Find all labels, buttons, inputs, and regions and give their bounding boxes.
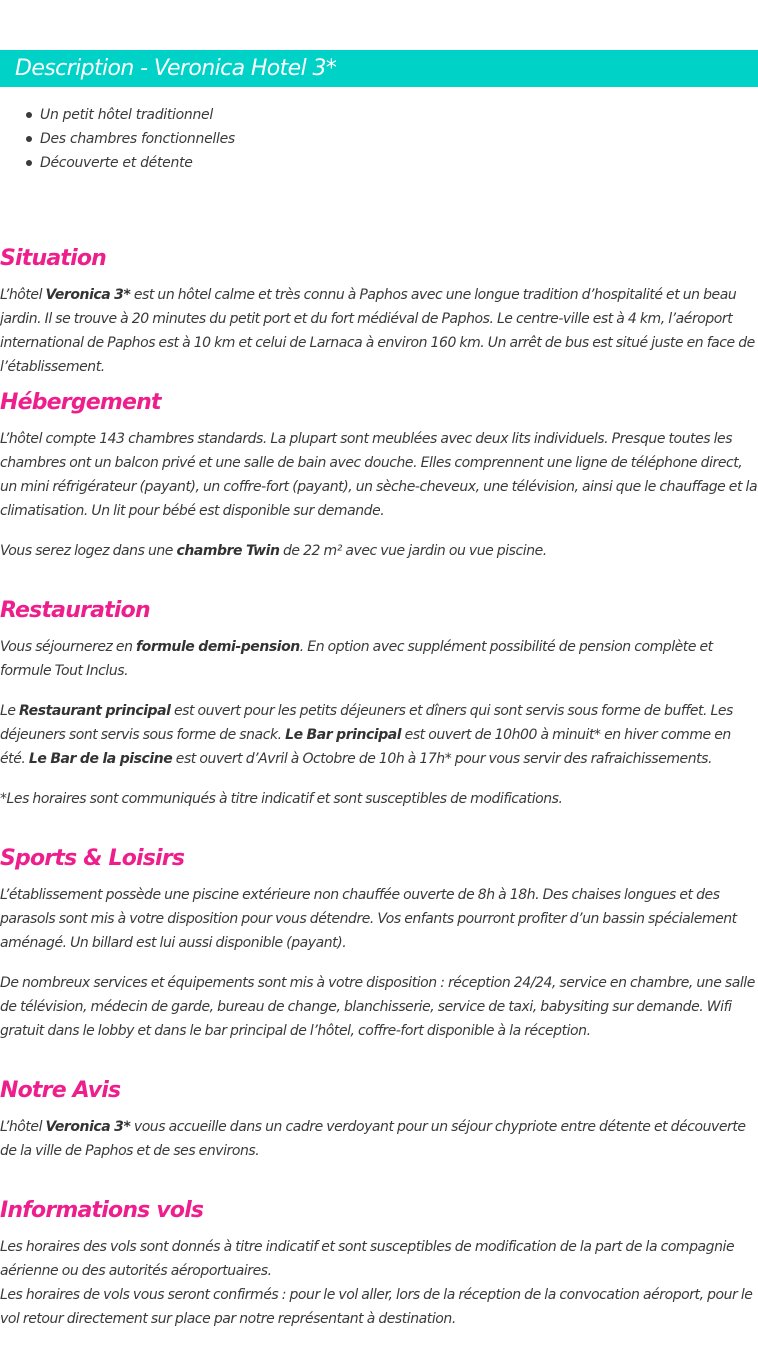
paragraph: L’hôtel Veronica 3* est un hôtel calme et très connu à Paphos avec une longue tradition d’hospitalité et un beau jardin. Il se trouve à 20 minutes du petit port et du fort médiéval de Paphos. Le centre-ville est à 4 km, l’aéroport international de Paphos est à 10 km et celui de Larnaca à environ 160 km. Un arrêt de bus est situé juste en face de l’établissement. <box>0 287 755 375</box>
bold-text: Restaurant principal <box>19 703 171 719</box>
bold-text: chambre Twin <box>176 543 280 559</box>
list-item: Découverte et détente <box>26 151 235 175</box>
section-heading: Restauration <box>0 598 150 623</box>
bullet-icon <box>26 112 32 118</box>
section-heading: Notre Avis <box>0 1078 121 1103</box>
highlights-list <box>26 103 235 175</box>
bold-text: Le Bar principal <box>285 727 402 743</box>
title-banner <box>0 50 758 87</box>
paragraph: L’hôtel Veronica 3* vous accueille dans un cadre verdoyant pour un séjour chypriote entre détente et découverte de la ville de Paphos et de ses environs. <box>0 1119 746 1159</box>
list-item: Un petit hôtel traditionnel <box>26 103 235 127</box>
paragraph: *Les horaires sont communiqués à titre indicatif et sont susceptibles de modifications. <box>0 791 563 807</box>
section-heading: Informations vols <box>0 1198 204 1223</box>
page-title: Description - Veronica Hotel 3* <box>15 56 337 81</box>
section-hebergement <box>0 387 758 563</box>
paragraph: L’hôtel compte 143 chambres standards. La plupart sont meublées avec deux lits individuels. Presque toutes les chambres ont un balcon privé et une salle de bain avec douche. Elles comprennent une ligne de téléphone direct, un mini réfrigérateur (payant), un coffre-fort (payant), un sèche-cheveux, une télévision, ainsi que le chauffage et la climatisation. Un lit pour bébé est disponible sur demande. <box>0 431 758 519</box>
bold-text: formule demi-pension <box>136 639 300 655</box>
section-sports <box>0 843 758 1043</box>
section-restauration <box>0 595 758 811</box>
bullet-icon <box>26 160 32 166</box>
section-avis <box>0 1075 758 1163</box>
section-heading: Situation <box>0 246 107 271</box>
bullet-icon <box>26 136 32 142</box>
paragraph: Le Restaurant principal est ouvert pour les petits déjeuners et dîners qui sont servis sous forme de buffet. Les déjeuners sont servis sous forme de snack. Le Bar principal est ouvert de 10h00 à minuit* en hiver comme en été. Le Bar de la piscine est ouvert d’Avril à Octobre de 10h à 17h* pour vous servir des rafraichissements. <box>0 703 733 767</box>
paragraph: Vous serez logez dans une chambre Twin de 22 m² avec vue jardin ou vue piscine. <box>0 543 547 559</box>
list-item: Des chambres fonctionnelles <box>26 127 235 151</box>
section-heading: Hébergement <box>0 390 161 415</box>
paragraph: Les horaires de vols vous seront confirmés : pour le vol aller, lors de la réception de la convocation aéroport, pour le vol retour directement sur place par notre représentant à destination. <box>0 1287 753 1327</box>
section-heading: Sports & Loisirs <box>0 846 185 871</box>
paragraph: Vous séjournerez en formule demi-pension. En option avec supplément possibilité de pension complète et formule Tout Inclus. <box>0 639 713 679</box>
section-situation <box>0 243 758 379</box>
bold-text: Veronica 3* <box>45 287 131 303</box>
paragraph: L’établissement possède une piscine extérieure non chauffée ouverte de 8h à 18h. Des chaises longues et des parasols sont mis à votre disposition pour vous détendre. Vos enfants pourront profiter d’un bassin spécialement aménagé. Un billard est lui aussi disponible (payant). <box>0 887 737 951</box>
bold-text: Veronica 3* <box>45 1119 131 1135</box>
section-vols <box>0 1195 758 1331</box>
paragraph: De nombreux services et équipements sont mis à votre disposition : réception 24/24, service en chambre, une salle de télévision, médecin de garde, bureau de change, blanchisserie, service de taxi, babysiting sur demande. Wifi gratuit dans le lobby et dans le bar principal de l’hôtel, coffre-fort disponible à la réception. <box>0 975 755 1039</box>
bold-text: Le Bar de la piscine <box>28 751 173 767</box>
paragraph: Les horaires des vols sont donnés à titre indicatif et sont susceptibles de modification de la part de la compagnie aérienne ou des autorités aéroportuaires. <box>0 1239 735 1279</box>
